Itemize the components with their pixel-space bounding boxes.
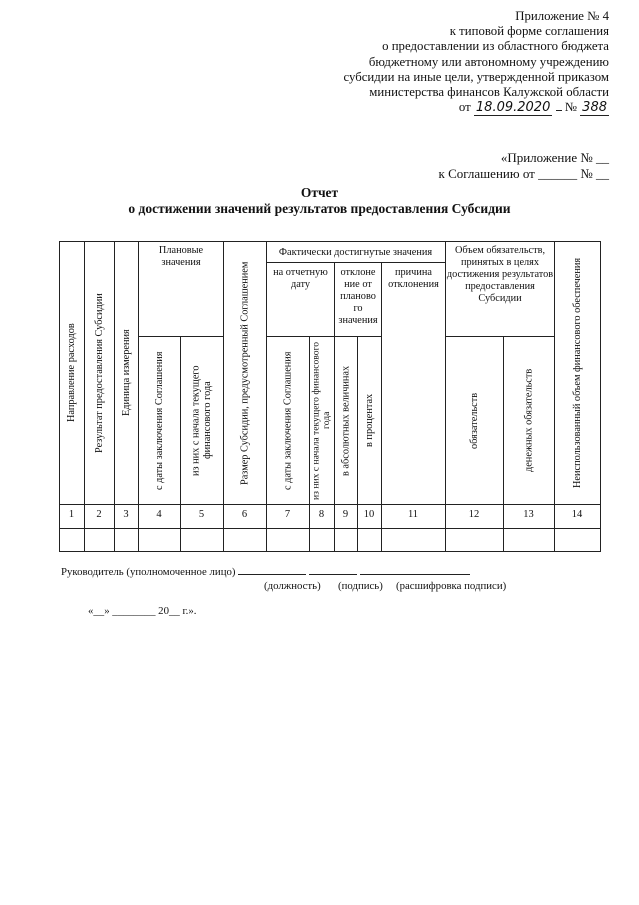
col-number: 3 [123,509,129,520]
col-obligations-b: денежных обязательств [523,368,535,473]
report-title: Отчет [300,185,339,200]
header-line-4: бюджетному или автономному учреждению [368,54,609,69]
attachment-header [439,150,610,182]
date-prefix: от [458,100,471,115]
col-unit: Единица измерения [120,329,132,417]
col-actual-report-b: из них с начала текущего финансового года [310,341,332,500]
col-number: 9 [342,509,349,520]
col-number: 8 [318,509,325,520]
col-deviation-abs: в абсолютных величинах [340,365,352,476]
col-number: 5 [198,509,205,520]
col-number: 2 [96,509,102,520]
col-number: 4 [156,509,162,520]
col-number: 1 [68,509,75,520]
header-date-line [344,100,610,115]
attachment-line-2: к Соглашению от ______ № __ [438,166,609,181]
col-actual-report-a: с даты заключения Соглашения [282,351,294,490]
col-planned: Плановые значения [158,245,204,268]
col-planned-b: из них с начала текущего финансового года [190,365,213,476]
header-line-3: о предоставлении из областного бюджета [382,39,609,54]
col-planned-a: с даты заключения Соглашения [153,351,165,490]
header-line-1: Приложение № 4 [515,9,609,23]
col-number: 12 [468,509,480,520]
col-actual: Фактически достигнутые значения [278,247,433,258]
handwritten-number: 388 [582,100,607,116]
col-reason: причина отклонения [388,267,439,290]
col-number: 14 [571,509,583,520]
decoding-caption: (расшифровка подписи) [396,580,507,592]
col-size: Размер Субсидии, предусмотренный Соглашением [239,261,251,485]
attachment-line-1: «Приложение № __ [500,150,609,165]
footer-date: «__» ________ 20__ г.». [88,605,197,617]
handwritten-date: 18.09.2020 [475,100,551,116]
col-unused: Неиспользованный объем финансового обеспечения [571,257,583,489]
col-direction: Направление расходов [65,323,77,423]
position-blank [238,574,306,575]
report-table [59,241,601,552]
signature-caption: (подпись) [338,580,383,592]
head-label: Руководитель (уполномоченное лицо) [61,566,236,578]
signature-blank [309,574,357,575]
col-number: 10 [363,509,375,520]
decoding-blank [360,574,470,575]
col-number: 13 [523,509,534,520]
position-caption: (должность) [264,580,321,592]
header-line-5: субсидии на иные цели, утвержденной приказом [343,69,609,84]
col-obligations-a: обязательств [468,392,480,449]
col-deviation: отклоне ние от планово го значения [338,267,378,326]
signature-line [61,566,470,578]
col-number: 11 [407,509,419,520]
col-actual-report: на отчетную дату [273,267,328,290]
col-obligations: Объем обязательств, принятых в целях достижения результатов предоставления Субсидии [446,245,554,304]
appendix-header [344,9,610,115]
date-underline [556,110,562,111]
header-line-2: к типовой форме соглашения [449,24,609,39]
report-subtitle: о достижении значений результатов предоставления Субсидии [128,201,511,216]
col-result: Результат предоставления Субсидии [93,293,105,453]
col-deviation-pct: в процентах [363,393,375,448]
header-line-6: министерства финансов Калужской области [369,85,609,100]
col-number: 6 [241,509,248,520]
number-prefix: № [564,100,577,115]
col-number: 7 [284,509,291,520]
